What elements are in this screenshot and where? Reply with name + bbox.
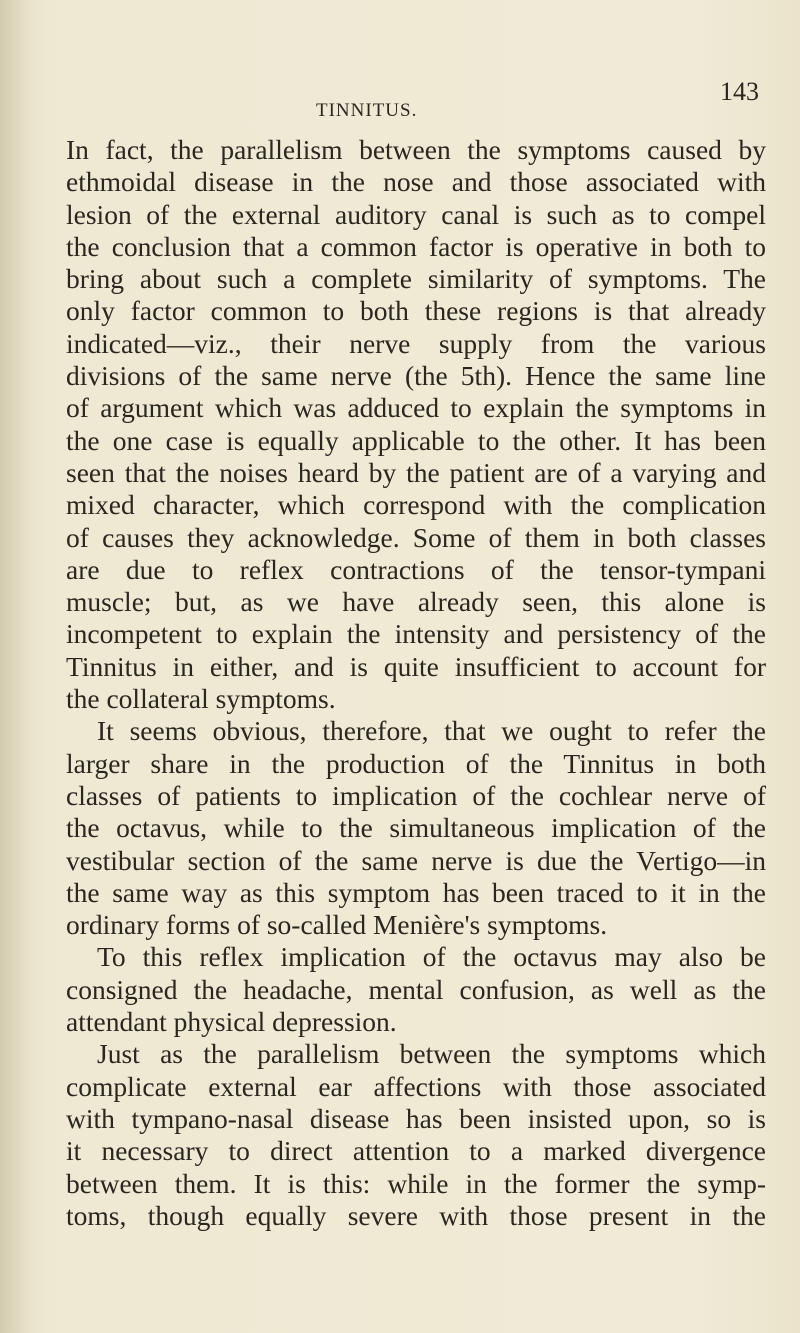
text-line: To this reflex implication of the octavus may also be bbox=[97, 941, 766, 973]
text-line: attendant physical depression. bbox=[66, 1006, 397, 1038]
text-line: bring about such a complete similarity of symptoms. The bbox=[66, 263, 766, 295]
text-line: the octavus, while to the simultaneous implication of the bbox=[66, 812, 766, 844]
text-line: vestibular section of the same nerve is due the Vertigo—in bbox=[66, 844, 766, 876]
text-line: the collateral symptoms. bbox=[66, 683, 336, 715]
text-line: the one case is equally applicable to the other. It has been bbox=[66, 424, 766, 456]
text-line: between them. It is this: while in the former the symp- bbox=[66, 1167, 766, 1199]
page-header bbox=[0, 70, 800, 121]
paragraph-2 bbox=[66, 715, 766, 941]
paragraph-3 bbox=[66, 941, 766, 1038]
text-line: It seems obvious, therefore, that we ought to refer the bbox=[97, 715, 766, 747]
text-line: Tinnitus in either, and is quite insufficient to account for bbox=[66, 650, 766, 682]
text-line: In fact, the parallelism between the symptoms caused by bbox=[66, 134, 766, 165]
text-line: it necessary to direct attention to a marked divergence bbox=[66, 1135, 766, 1167]
text-line: lesion of the external auditory canal is such as to compel bbox=[66, 198, 766, 230]
text-line: larger share in the production of the Tinnitus in both bbox=[66, 747, 766, 779]
paragraph-4 bbox=[66, 1038, 766, 1232]
text-line: ordinary forms of so-called Menière's symptoms. bbox=[66, 909, 608, 941]
text-line: toms, though equally severe with those present in the bbox=[66, 1199, 766, 1231]
page-number: 143 bbox=[720, 77, 759, 106]
text-line: consigned the headache, mental confusion, as well as the bbox=[66, 973, 766, 1005]
text-line: of argument which was adduced to explain the symptoms in bbox=[66, 392, 766, 424]
text-line: mixed character, which correspond with the complication bbox=[66, 489, 766, 521]
text-line: incompetent to explain the intensity and persistency of the bbox=[66, 618, 766, 650]
text-line: divisions of the same nerve (the 5th). Hence the same line bbox=[66, 360, 766, 392]
text-line: complicate external ear affections with those associated bbox=[66, 1070, 766, 1102]
text-line: are due to reflex contractions of the tensor-tympani bbox=[66, 553, 766, 585]
text-line: only factor common to both these regions is that already bbox=[66, 295, 766, 327]
text-line: with tympano-nasal disease has been insisted upon, so is bbox=[66, 1102, 766, 1134]
text-line: indicated—viz., their nerve supply from the various bbox=[66, 327, 766, 359]
paragraph-1 bbox=[66, 134, 766, 715]
text-line: the conclusion that a common factor is operative in both to bbox=[66, 230, 766, 262]
text-line: ethmoidal disease in the nose and those associated with bbox=[66, 166, 766, 198]
text-line: Just as the parallelism between the symptoms which bbox=[97, 1038, 766, 1070]
text-line: classes of patients to implication of the cochlear nerve of bbox=[66, 779, 766, 811]
running-head: TINNITUS. bbox=[316, 100, 418, 121]
body-text bbox=[66, 134, 766, 1232]
gutter-shadow bbox=[0, 0, 30, 1333]
text-line: of causes they acknowledge. Some of them in both classes bbox=[66, 521, 766, 553]
text-line: seen that the noises heard by the patient are of a varying and bbox=[66, 456, 766, 488]
text-line: the same way as this symptom has been traced to it in the bbox=[66, 876, 766, 908]
text-line: muscle; but, as we have already seen, this alone is bbox=[66, 586, 766, 618]
